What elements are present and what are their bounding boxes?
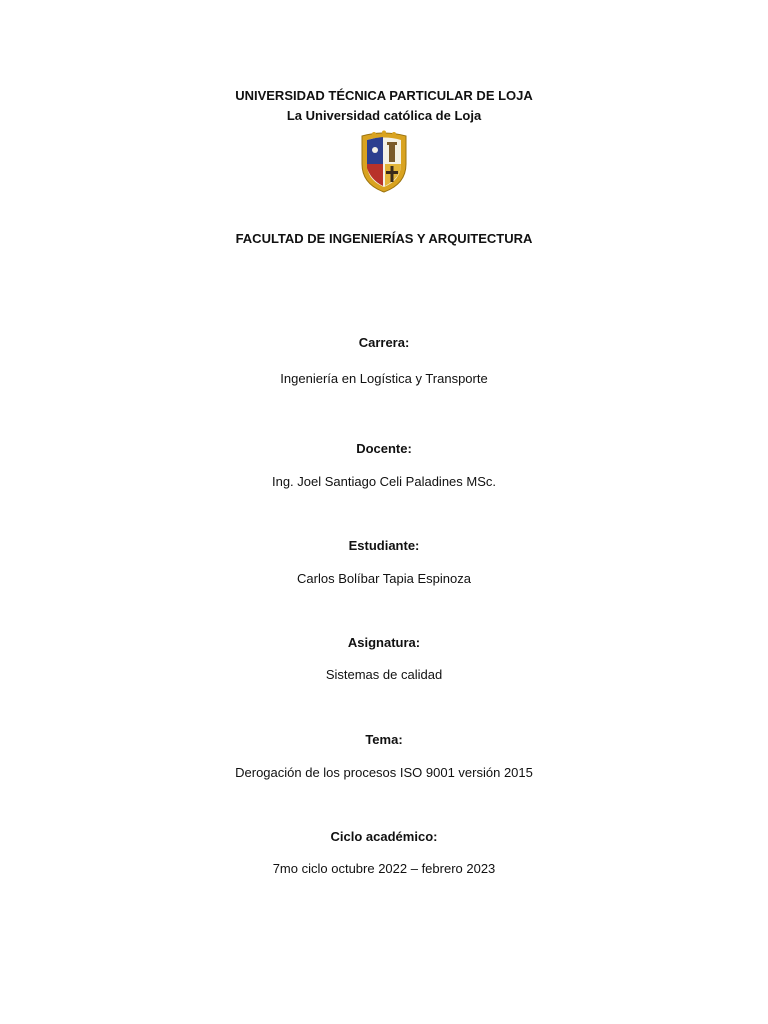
university-name: UNIVERSIDAD TÉCNICA PARTICULAR DE LOJA <box>235 88 533 103</box>
field-label-tema: Tema: <box>365 732 403 747</box>
university-crest-icon <box>359 130 409 194</box>
field-value-asignatura: Sistemas de calidad <box>325 667 443 682</box>
field-label-carrera: Carrera: <box>358 335 410 350</box>
field-label-estudiante: Estudiante: <box>348 538 420 553</box>
field-label-asignatura: Asignatura: <box>347 635 421 650</box>
field-label-docente: Docente: <box>356 441 412 456</box>
field-value-docente: Ing. Joel Santiago Celi Paladines MSc. <box>271 474 496 489</box>
faculty-name: FACULTAD DE INGENIERÍAS Y ARQUITECTURA <box>235 231 533 246</box>
field-value-ciclo: 7mo ciclo octubre 2022 – febrero 2023 <box>272 861 496 876</box>
field-value-estudiante: Carlos Bolíbar Tapia Espinoza <box>297 571 471 586</box>
field-label-ciclo: Ciclo académico: <box>330 829 438 844</box>
field-value-tema: Derogación de los procesos ISO 9001 versión 2015 <box>235 765 533 780</box>
field-value-carrera: Ingeniería en Logística y Transporte <box>280 371 488 386</box>
university-subtitle: La Universidad católica de Loja <box>286 108 482 123</box>
